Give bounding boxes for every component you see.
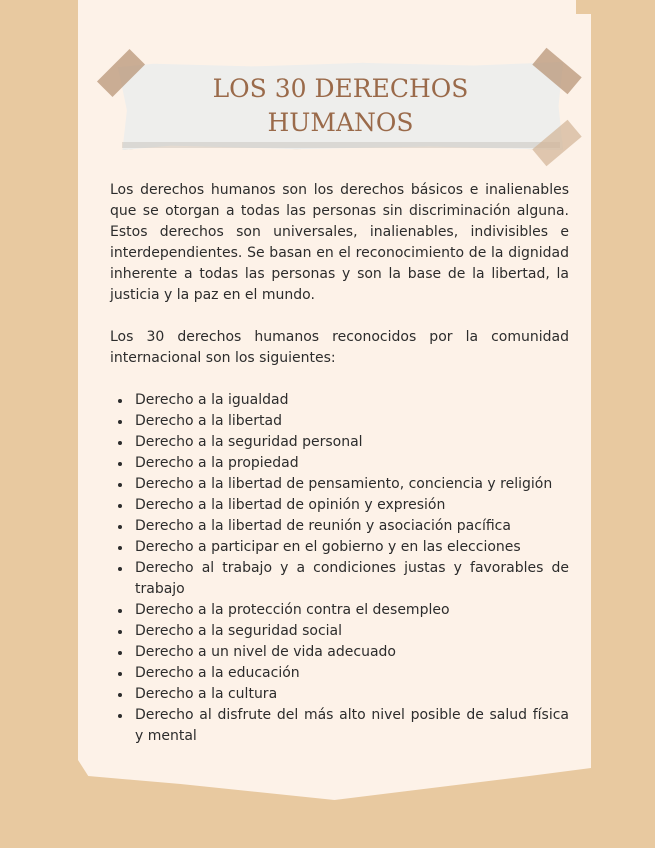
list-item: Derecho al disfrute del más alto nivel posible de salud física y mental (135, 705, 569, 747)
title-line-2: HUMANOS (267, 108, 414, 137)
list-item: Derecho a la seguridad social (135, 621, 569, 642)
list-item: Derecho a la libertad (135, 411, 569, 432)
banner-shadow (122, 142, 560, 148)
title-line-1: LOS 30 DERECHOS (212, 74, 469, 103)
list-item: Derecho a la libertad de opinión y expresión (135, 495, 569, 516)
paper-corner-cut (576, 0, 591, 14)
list-item: Derecho a la seguridad personal (135, 432, 569, 453)
list-item: Derecho a la libertad de reunión y asociación pacífica (135, 516, 569, 537)
list-item: Derecho al trabajo y a condiciones justas y favorables de trabajo (135, 558, 569, 600)
list-item: Derecho a la propiedad (135, 453, 569, 474)
document-body (110, 180, 569, 747)
page-title (118, 72, 563, 140)
list-item: Derecho a participar en el gobierno y en las elecciones (135, 537, 569, 558)
list-item: Derecho a un nivel de vida adecuado (135, 642, 569, 663)
list-item: Derecho a la cultura (135, 684, 569, 705)
rights-list (110, 390, 569, 747)
intro-paragraph: Los derechos humanos son los derechos básicos e inalienables que se otorgan a todas las personas sin discriminación alguna. Estos derechos son universales, inalienables, indivisibles e interdependientes. Se basan en el reconocimiento de la dignidad inherente a todas las personas y son la base de la libertad, la justicia y la paz en el mundo. (110, 182, 569, 303)
list-item: Derecho a la protección contra el desempleo (135, 600, 569, 621)
list-item: Derecho a la igualdad (135, 390, 569, 411)
lead-paragraph: Los 30 derechos humanos reconocidos por la comunidad internacional son los siguientes: (110, 329, 569, 366)
list-item: Derecho a la educación (135, 663, 569, 684)
list-item: Derecho a la libertad de pensamiento, conciencia y religión (135, 474, 569, 495)
